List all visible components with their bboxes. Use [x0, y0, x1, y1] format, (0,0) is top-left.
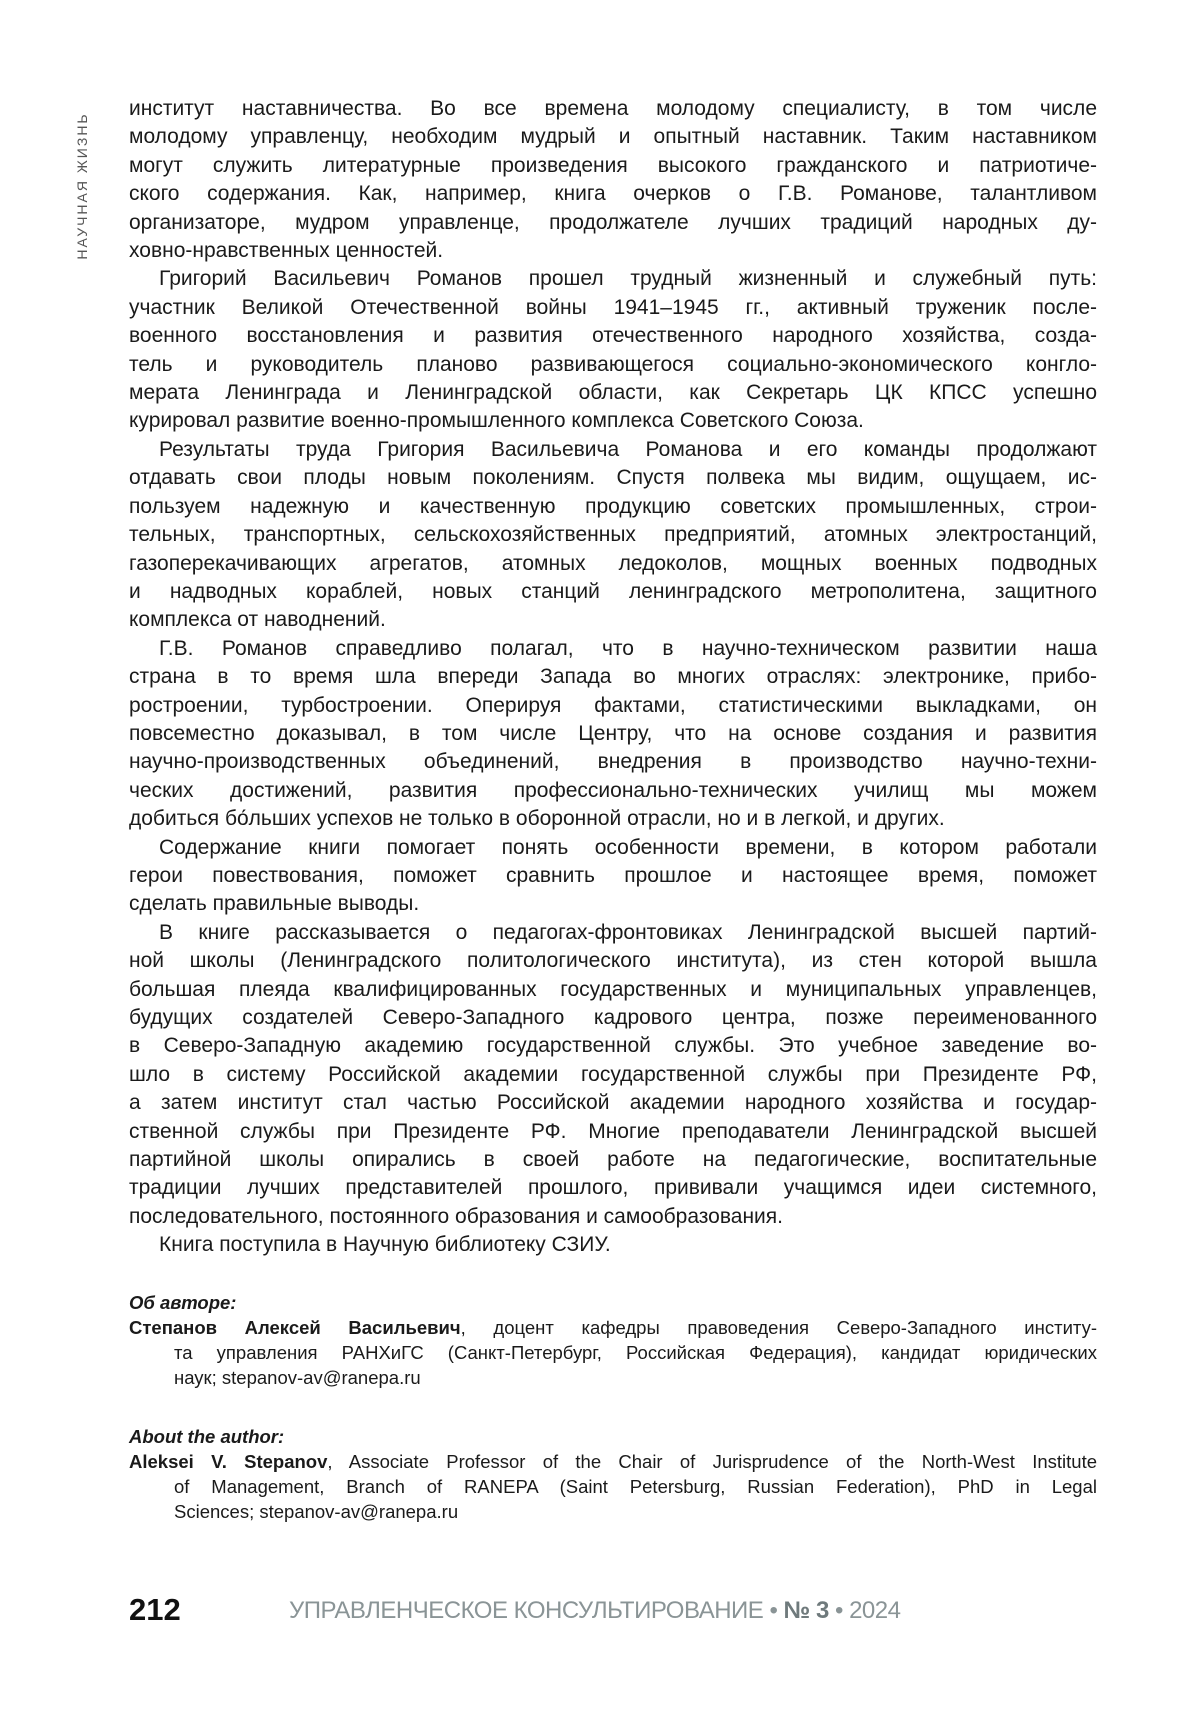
text-line: будущих создателей Северо-Западного кадрового центра, позже переименованного	[129, 1004, 1097, 1032]
text-line: Результаты труда Григория Васильевича Романова и его команды продолжают	[129, 436, 1097, 464]
text-line: курировал развитие военно-промышленного комплекса Советского Союза.	[129, 407, 1097, 435]
text-line: традиции лучших представителей прошлого, прививали учащимся идеи системного,	[129, 1174, 1097, 1202]
about-author-ru	[129, 1290, 1097, 1390]
text-line: ховно-нравственных ценностей.	[129, 237, 1097, 265]
author-line	[129, 1449, 1097, 1474]
author-name: Aleksei V. Stepanov	[129, 1451, 327, 1472]
paragraph	[129, 265, 1097, 435]
paragraph	[129, 919, 1097, 1231]
text-line: тель и руководитель планово развивающегося социально-экономического конгло-	[129, 351, 1097, 379]
text-line: последовательного, постоянного образования и самообразования.	[129, 1203, 1097, 1231]
text-line: участник Великой Отечественной войны 1941–1945 гг., активный труженик после-	[129, 294, 1097, 322]
paragraph	[129, 1231, 1097, 1259]
section-label-text: НАУЧНАЯ ЖИЗНЬ	[74, 112, 90, 259]
text-line: Книга поступила в Научную библиотеку СЗИУ.	[129, 1231, 1097, 1259]
text-line: молодому управленцу, необходим мудрый и опытный наставник. Таким наставником	[129, 123, 1097, 151]
paragraph	[129, 834, 1097, 919]
paragraph	[129, 635, 1097, 834]
page-number: 212	[129, 1592, 181, 1628]
text-line: ростроении, турбостроении. Оперируя фактами, статистическими выкладками, он	[129, 692, 1097, 720]
text-line: Содержание книги помогает понять особенности времени, в котором работали	[129, 834, 1097, 862]
text-line: а затем институт стал частью Российской академии народного хозяйства и государ-	[129, 1089, 1097, 1117]
author-affiliation: , доцент кафедры правоведения Северо-Западного институ-	[461, 1317, 1097, 1338]
text-line: тельных, транспортных, сельскохозяйственных предприятий, атомных электростанций,	[129, 521, 1097, 549]
text-line: могут служить литературные произведения высокого гражданского и патриотиче-	[129, 152, 1097, 180]
text-line: газоперекачивающих агрегатов, атомных ледоколов, мощных военных подводных	[129, 550, 1097, 578]
text-line: шло в систему Российской академии государственной службы при Президенте РФ,	[129, 1061, 1097, 1089]
text-line: добиться бо́льших успехов не только в оборонной отрасли, но и в легкой, и других.	[129, 805, 1097, 833]
text-line: В книге рассказывается о педагогах-фронтовиках Ленинградской высшей партий-	[129, 919, 1097, 947]
text-line: и надводных кораблей, новых станций ленинградского метрополитена, защитного	[129, 578, 1097, 606]
about-author-en	[129, 1424, 1097, 1524]
text-line: сделать правильные выводы.	[129, 890, 1097, 918]
text-line: большая плеяда квалифицированных государственных и муниципальных управленцев,	[129, 976, 1097, 1004]
article-body	[129, 95, 1097, 1260]
paragraph	[129, 436, 1097, 635]
text-line: мерата Ленинграда и Ленинградской области, как Секретарь ЦК КПСС успешно	[129, 379, 1097, 407]
text-line: комплекса от наводнений.	[129, 606, 1097, 634]
text-line: в Северо-Западную академию государственной службы. Это учебное заведение во-	[129, 1032, 1097, 1060]
text-line: ского содержания. Как, например, книга очерков о Г.В. Романове, талантливом	[129, 180, 1097, 208]
about-author-heading: Об авторе:	[129, 1290, 1097, 1315]
issue-year: 2024	[849, 1597, 900, 1624]
paragraph	[129, 95, 1097, 265]
author-line	[129, 1315, 1097, 1340]
separator: •	[829, 1597, 849, 1624]
author-line: of Management, Branch of RANEPA (Saint Petersburg, Russian Federation), PhD in Legal	[129, 1474, 1097, 1499]
author-name: Степанов Алексей Васильевич	[129, 1317, 461, 1338]
author-line: наук; stepanov-av@ranepa.ru	[129, 1365, 1097, 1390]
text-line: институт наставничества. Во все времена молодому специалисту, в том числе	[129, 95, 1097, 123]
text-line: пользуем надежную и качественную продукцию советских промышленных, строи-	[129, 493, 1097, 521]
text-line: организаторе, мудром управленце, продолжателе лучших традиций народных ду-	[129, 209, 1097, 237]
journal-name: УПРАВЛЕНЧЕСКОЕ КОНСУЛЬТИРОВАНИЕ	[289, 1597, 763, 1624]
author-line: Sciences; stepanov-av@ranepa.ru	[129, 1499, 1097, 1524]
text-line: Григорий Васильевич Романов прошел трудный жизненный и служебный путь:	[129, 265, 1097, 293]
text-line: военного восстановления и развития отечественного народного хозяйства, созда-	[129, 322, 1097, 350]
text-line: ственной службы при Президенте РФ. Многие преподаватели Ленинградской высшей	[129, 1118, 1097, 1146]
issue-number: № 3	[784, 1597, 829, 1624]
journal-title	[289, 1597, 900, 1625]
text-line: научно-производственных объединений, внедрения в производство научно-техни-	[129, 748, 1097, 776]
text-line: отдавать свои плоды новым поколениям. Спустя полвека мы видим, ощущаем, ис-	[129, 464, 1097, 492]
section-label	[70, 98, 94, 273]
page-footer	[129, 1592, 1129, 1632]
text-line: Г.В. Романов справедливо полагал, что в научно-техническом развитии наша	[129, 635, 1097, 663]
separator: •	[763, 1597, 783, 1624]
author-line: та управления РАНХиГС (Санкт-Петербург, Российская Федерация), кандидат юридических	[129, 1340, 1097, 1365]
text-line: герои повествования, поможет сравнить прошлое и настоящее время, поможет	[129, 862, 1097, 890]
text-line: страна в то время шла впереди Запада во многих отраслях: электронике, прибо-	[129, 663, 1097, 691]
text-line: ной школы (Ленинградского политологического института), из стен которой вышла	[129, 947, 1097, 975]
about-author-heading: About the author:	[129, 1424, 1097, 1449]
text-line: партийной школы опирались в своей работе на педагогические, воспитательные	[129, 1146, 1097, 1174]
text-line: повсеместно доказывал, в том числе Центру, что на основе создания и развития	[129, 720, 1097, 748]
text-line: ческих достижений, развития профессионально-технических училищ мы можем	[129, 777, 1097, 805]
author-affiliation: , Associate Professor of the Chair of Jurisprudence of the North-West Institute	[327, 1451, 1097, 1472]
